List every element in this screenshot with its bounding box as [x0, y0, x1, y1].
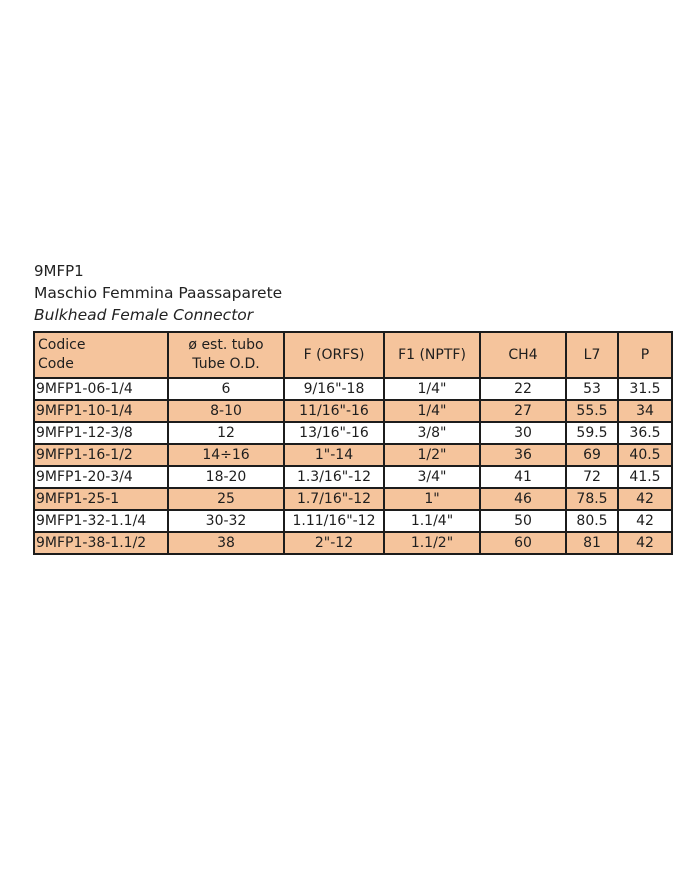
cell-f1-nptf: 1": [384, 488, 480, 510]
table-row: [34, 532, 672, 554]
cell-ch4: 50: [480, 510, 566, 532]
cell-tube-od: 38: [168, 532, 284, 554]
table-row: [34, 378, 672, 400]
cell-f1-nptf: 1.1/2": [384, 532, 480, 554]
cell-code: 9MFP1-25-1: [34, 488, 168, 510]
column-header-tube-od: ø est. tubo Tube O.D.: [168, 332, 284, 378]
column-header-p: P: [618, 332, 672, 378]
table-row: [34, 466, 672, 488]
cell-tube-od: 14÷16: [168, 444, 284, 466]
cell-p: 31.5: [618, 378, 672, 400]
cell-code: 9MFP1-12-3/8: [34, 422, 168, 444]
cell-ch4: 46: [480, 488, 566, 510]
cell-ch4: 22: [480, 378, 566, 400]
table-row: [34, 422, 672, 444]
cell-p: 40.5: [618, 444, 672, 466]
cell-tube-od: 8-10: [168, 400, 284, 422]
cell-code: 9MFP1-38-1.1/2: [34, 532, 168, 554]
cell-l7: 55.5: [566, 400, 618, 422]
cell-tube-od: 6: [168, 378, 284, 400]
table-row: [34, 444, 672, 466]
cell-code: 9MFP1-10-1/4: [34, 400, 168, 422]
product-heading: [34, 260, 282, 326]
cell-l7: 78.5: [566, 488, 618, 510]
cell-l7: 53: [566, 378, 618, 400]
column-header-code: Codice Code: [34, 332, 168, 378]
cell-f1-nptf: 3/4": [384, 466, 480, 488]
cell-p: 36.5: [618, 422, 672, 444]
product-title-english: Bulkhead Female Connector: [34, 306, 254, 324]
product-title-italian: Maschio Femmina Paassaparete: [34, 284, 283, 302]
cell-f-orfs: 1.3/16"-12: [284, 466, 384, 488]
cell-f-orfs: 11/16"-16: [284, 400, 384, 422]
cell-l7: 72: [566, 466, 618, 488]
cell-f-orfs: 1.11/16"-12: [284, 510, 384, 532]
cell-f-orfs: 1.7/16"-12: [284, 488, 384, 510]
table-header-row: [34, 332, 672, 378]
cell-f1-nptf: 1/2": [384, 444, 480, 466]
cell-f-orfs: 9/16"-18: [284, 378, 384, 400]
column-header-ch4: CH4: [480, 332, 566, 378]
cell-ch4: 36: [480, 444, 566, 466]
cell-l7: 69: [566, 444, 618, 466]
cell-p: 42: [618, 510, 672, 532]
spec-table: [33, 331, 673, 555]
cell-l7: 59.5: [566, 422, 618, 444]
cell-p: 42: [618, 488, 672, 510]
cell-ch4: 41: [480, 466, 566, 488]
cell-ch4: 30: [480, 422, 566, 444]
table-row: [34, 488, 672, 510]
cell-tube-od: 30-32: [168, 510, 284, 532]
cell-f1-nptf: 1/4": [384, 378, 480, 400]
cell-f1-nptf: 3/8": [384, 422, 480, 444]
cell-code: 9MFP1-06-1/4: [34, 378, 168, 400]
product-code: 9MFP1: [34, 262, 84, 280]
cell-code: 9MFP1-16-1/2: [34, 444, 168, 466]
cell-l7: 81: [566, 532, 618, 554]
cell-f1-nptf: 1/4": [384, 400, 480, 422]
column-header-f1-nptf: F1 (NPTF): [384, 332, 480, 378]
cell-p: 41.5: [618, 466, 672, 488]
cell-p: 34: [618, 400, 672, 422]
cell-f-orfs: 13/16"-16: [284, 422, 384, 444]
cell-f-orfs: 2"-12: [284, 532, 384, 554]
cell-ch4: 27: [480, 400, 566, 422]
column-header-f-orfs: F (ORFS): [284, 332, 384, 378]
cell-f-orfs: 1"-14: [284, 444, 384, 466]
cell-ch4: 60: [480, 532, 566, 554]
table-row: [34, 400, 672, 422]
cell-p: 42: [618, 532, 672, 554]
cell-l7: 80.5: [566, 510, 618, 532]
column-header-l7: L7: [566, 332, 618, 378]
cell-code: 9MFP1-20-3/4: [34, 466, 168, 488]
cell-tube-od: 18-20: [168, 466, 284, 488]
cell-tube-od: 25: [168, 488, 284, 510]
table-row: [34, 510, 672, 532]
cell-f1-nptf: 1.1/4": [384, 510, 480, 532]
cell-tube-od: 12: [168, 422, 284, 444]
cell-code: 9MFP1-32-1.1/4: [34, 510, 168, 532]
